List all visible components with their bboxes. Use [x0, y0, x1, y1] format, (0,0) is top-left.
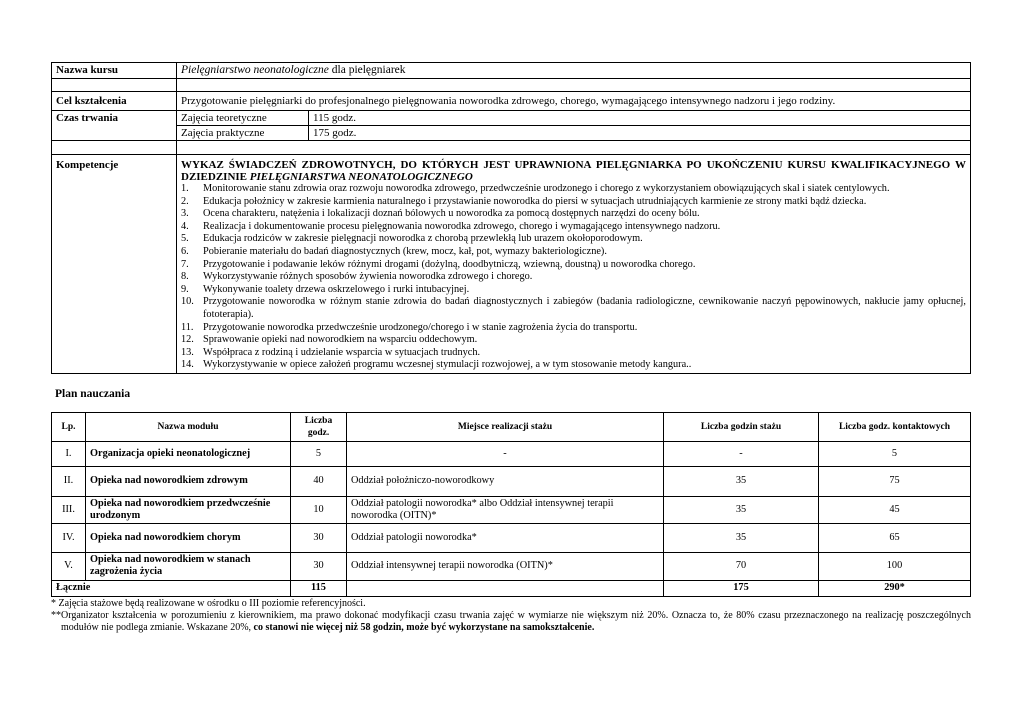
footnotes	[51, 598, 971, 634]
row-practice-hours: 70	[664, 552, 819, 580]
row-contact-hours: 45	[819, 496, 971, 523]
course-name-label: Nazwa kursu	[52, 63, 177, 79]
empty-cell	[177, 79, 971, 92]
row-hours: 5	[291, 441, 347, 466]
row-contact-hours: 65	[819, 523, 971, 552]
competence-number: 8.	[181, 271, 189, 283]
table-row	[52, 441, 971, 466]
competence-text: Pobieranie materiału do badań diagnostycznych (krew, mocz, kał, pot, wymazy bakteriologiczne).	[203, 245, 607, 257]
competence-item	[181, 347, 966, 360]
competence-number: 9.	[181, 283, 189, 295]
footnote-2	[51, 610, 971, 634]
row-place: Oddział patologii noworodka*	[347, 523, 664, 552]
competence-text: Przygotowanie i podawanie leków różnymi drogami (dożylną, doodbytniczą, wziewną, doustną) u noworodka chorego.	[203, 258, 696, 270]
row-module-name: Organizacja opieki neonatologicznej	[86, 441, 291, 466]
col-header-practice-hours: Liczba godzin stażu	[664, 412, 819, 441]
footnote-2-bold: co stanowi nie więcej niż 58 godzin, może być wykorzystane na samokształcenie.	[253, 621, 595, 633]
course-name-italic: Pielęgniarstwo neonatologiczne	[181, 64, 329, 76]
row-contact-hours: 100	[819, 552, 971, 580]
row-lp: IV.	[52, 523, 86, 552]
competence-number: 10.	[181, 296, 194, 308]
row-hours: 40	[291, 466, 347, 496]
competence-content	[177, 155, 971, 374]
competence-text: Edukacja położnicy w zakresie karmienia naturalnego i przystawianie noworodka do piersi w sytuacjach utrudniających karmienie ze strony matki bądź dziecka.	[203, 195, 867, 207]
curriculum-body	[52, 441, 971, 580]
row-module-name: Opieka nad noworodkiem chorym	[86, 523, 291, 552]
competence-item	[181, 246, 966, 259]
empty-cell	[347, 580, 664, 596]
competence-number: 13.	[181, 346, 194, 358]
competence-number: 7.	[181, 258, 189, 270]
competence-list	[181, 183, 966, 372]
competence-number: 14.	[181, 359, 194, 371]
competence-text: Sprawowanie opieki nad noworodkiem na wsparciu oddechowym.	[203, 334, 478, 346]
row-contact-hours: 5	[819, 441, 971, 466]
row-place: Oddział położniczo-noworodkowy	[347, 466, 664, 496]
col-header-lp: Lp.	[52, 412, 86, 441]
total-contact: 290*	[819, 580, 971, 596]
competence-number: 5.	[181, 233, 189, 245]
goal-text: Przygotowanie pielęgniarki do profesjonalnego pielęgnowania noworodka zdrowego, chorego, wymagającego intensywnego nadzoru i jego rodziny.	[177, 92, 971, 111]
competence-item	[181, 183, 966, 196]
duration-label: Czas trwania	[52, 111, 177, 141]
competence-label: Kompetencje	[52, 155, 177, 374]
competence-item	[181, 233, 966, 246]
footnote-1: * Zajęcia stażowe będą realizowane w ośrodku o III poziomie referencyjności.	[51, 597, 366, 609]
row-lp: III.	[52, 496, 86, 523]
table-row	[52, 466, 971, 496]
row-hours: 30	[291, 552, 347, 580]
row-practice-hours: 35	[664, 466, 819, 496]
course-name-rest: dla pielęgniarek	[328, 64, 406, 76]
competence-item	[181, 334, 966, 347]
competence-item	[181, 271, 966, 284]
col-header-module: Nazwa modułu	[86, 412, 291, 441]
footnote-2-text: **Organizator kształcenia w porozumieniu z kierownikiem, ma prawo dokonać modyfikacji czasu trwania zajęć w wymiarze nie większym niż 20%. Oznacza to, że 80% czasu przeznaczonego na realizację poszczególnych modułów nie podlega zmianie. Wskazane 20%,	[51, 609, 971, 633]
row-place: Oddział patologii noworodka* albo Oddział intensywnej terapii noworodka (OITN)*	[347, 496, 664, 523]
row-module-name: Opieka nad noworodkiem w stanach zagrożenia życia	[86, 552, 291, 580]
competence-text: Przygotowanie noworodka w różnym stanie zdrowia do badań diagnostycznych i zabiegów (badania radiologiczne, cewnikowanie naczyń pępowinowych, nakłucie jamy opłucnej, fototerapia).	[203, 296, 966, 320]
practice-value: 175 godz.	[309, 126, 971, 141]
row-lp: II.	[52, 466, 86, 496]
total-label: Łącznie	[52, 580, 291, 596]
competence-text: Przygotowanie noworodka przedwcześnie urodzonego/chorego i w stanie zagrożenia życia do transportu.	[203, 321, 638, 333]
competence-number: 11.	[181, 321, 194, 333]
row-place: Oddział intensywnej terapii noworodka (OITN)*	[347, 552, 664, 580]
practice-label: Zajęcia praktyczne	[177, 126, 309, 141]
competence-text: Wykonywanie toalety drzewa oskrzelowego i rurki intubacyjnej.	[203, 283, 470, 295]
col-header-contact-hours: Liczba godz. kontaktowych	[819, 412, 971, 441]
row-hours: 10	[291, 496, 347, 523]
competence-item	[181, 259, 966, 272]
course-name-value	[177, 63, 971, 79]
goal-label: Cel kształcenia	[52, 92, 177, 111]
curriculum-table	[51, 412, 971, 597]
table-row	[52, 552, 971, 580]
competence-number: 1.	[181, 183, 189, 194]
competence-item	[181, 196, 966, 209]
total-practice: 175	[664, 580, 819, 596]
competence-item	[181, 208, 966, 221]
competence-heading-text: WYKAZ ŚWIADCZEŃ ZDROWOTNYCH, DO KTÓRYCH JEST UPRAWNIONA PIELĘGNIARKA PO UKOŃCZENIU KURSU KWALIFIKACYJNEGO W DZIEDZINIE	[181, 159, 966, 183]
row-place: -	[347, 441, 664, 466]
competence-heading	[181, 159, 966, 183]
plan-title: Plan nauczania	[55, 387, 131, 400]
competence-text: Ocena charakteru, natężenia i lokalizacji doznań bólowych u noworodka za pomocą dostępnych narzędzi do oceny bólu.	[203, 208, 700, 220]
competence-number: 6.	[181, 245, 189, 257]
competence-item	[181, 322, 966, 335]
row-contact-hours: 75	[819, 466, 971, 496]
empty-cell	[52, 79, 177, 92]
theory-label: Zajęcia teoretyczne	[177, 111, 309, 126]
row-hours: 30	[291, 523, 347, 552]
competence-item	[181, 359, 966, 372]
competence-item	[181, 296, 966, 321]
document-page	[51, 62, 971, 634]
col-header-place: Miejsce realizacji stażu	[347, 412, 664, 441]
total-hours: 115	[291, 580, 347, 596]
row-module-name: Opieka nad noworodkiem zdrowym	[86, 466, 291, 496]
course-info-table	[51, 62, 971, 374]
competence-text: Współpraca z rodziną i udzielanie wsparcia w sytuacjach trudnych.	[203, 346, 481, 358]
competence-number: 3.	[181, 208, 189, 220]
row-module-name: Opieka nad noworodkiem przedwcześnie urodzonym	[86, 496, 291, 523]
competence-item	[181, 284, 966, 297]
empty-cell	[52, 141, 177, 155]
row-practice-hours: -	[664, 441, 819, 466]
theory-value: 115 godz.	[309, 111, 971, 126]
competence-text: Monitorowanie stanu zdrowia oraz rozwoju noworodka zdrowego, przedwcześnie urodzonego i chorego z wykorzystaniem obowiązujących skal i siatek centylowych.	[203, 183, 890, 194]
competence-text: Wykorzystywanie różnych sposobów żywienia noworodka zdrowego i chorego.	[203, 271, 533, 283]
competence-text: Realizacja i dokumentowanie procesu pielęgnowania noworodka zdrowego, chorego i wymagającego intensywnego nadzoru.	[203, 220, 721, 232]
competence-text: Wykorzystywanie w opiece założeń programu wczesnej stymulacji rozwojowej, a w tym stosowanie metody kangura..	[203, 359, 692, 371]
competence-item	[181, 221, 966, 234]
competence-text: Edukacja rodziców w zakresie pielęgnacji noworodka z chorobą przewlekłą lub urazem okołoporodowym.	[203, 233, 643, 245]
row-lp: I.	[52, 441, 86, 466]
table-row	[52, 496, 971, 523]
competence-number: 12.	[181, 334, 194, 346]
empty-cell	[177, 141, 971, 155]
competence-heading-italic: PIELĘGNIARSTWA NEONATOLOGICZNEGO	[249, 171, 473, 183]
table-row	[52, 523, 971, 552]
row-practice-hours: 35	[664, 523, 819, 552]
row-lp: V.	[52, 552, 86, 580]
competence-number: 4.	[181, 220, 189, 232]
row-practice-hours: 35	[664, 496, 819, 523]
competence-number: 2.	[181, 195, 189, 207]
col-header-hours: Liczba godz.	[291, 412, 347, 441]
